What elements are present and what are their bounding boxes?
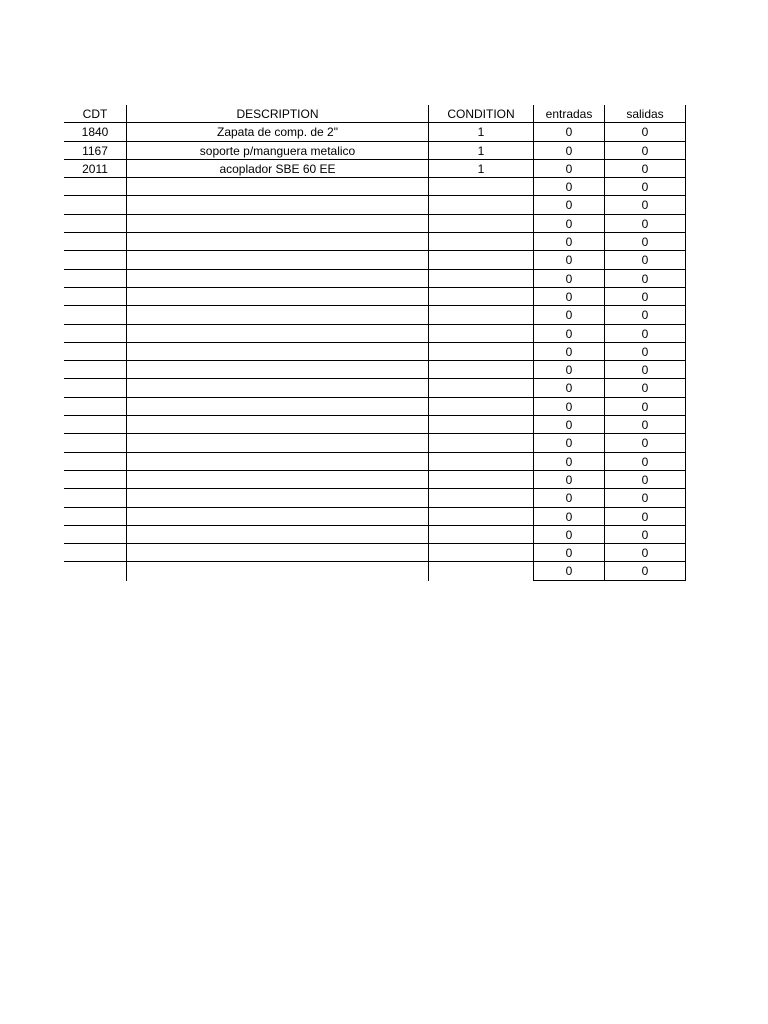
cell-cdt[interactable] [64,196,127,214]
table-row [64,123,686,141]
cell-description[interactable] [127,544,429,562]
cell-description[interactable] [127,471,429,489]
cell-entradas[interactable]: 0 [534,306,605,324]
table-row [64,453,686,471]
cell-cdt[interactable] [64,398,127,416]
cell-condition[interactable] [429,306,534,324]
cell-description[interactable] [127,562,429,580]
cell-entradas[interactable]: 0 [534,434,605,452]
cell-description[interactable] [127,398,429,416]
cell-cdt[interactable] [64,288,127,306]
cell-description[interactable] [127,215,429,233]
cell-condition[interactable] [429,178,534,196]
cell-entradas[interactable]: 0 [534,233,605,251]
cell-description[interactable] [127,288,429,306]
cell-condition[interactable] [429,562,534,580]
cell-description[interactable]: acoplador SBE 60 EE [127,160,429,178]
cell-cdt[interactable] [64,416,127,434]
cell-entradas[interactable]: 0 [534,379,605,397]
table-row [64,398,686,416]
cell-condition[interactable] [429,361,534,379]
cell-cdt[interactable] [64,471,127,489]
cell-condition[interactable] [429,325,534,343]
cell-entradas[interactable]: 0 [534,416,605,434]
cell-condition[interactable]: 1 [429,160,534,178]
header-cdt: CDT [64,105,127,123]
table-row [64,325,686,343]
cell-cdt[interactable] [64,215,127,233]
table-row [64,178,686,196]
cell-description[interactable] [127,233,429,251]
cell-cdt[interactable]: 1167 [64,142,127,160]
cell-description[interactable] [127,434,429,452]
cell-description[interactable] [127,178,429,196]
cell-entradas[interactable]: 0 [534,196,605,214]
cell-description[interactable] [127,489,429,507]
cell-cdt[interactable] [64,343,127,361]
cell-description[interactable] [127,508,429,526]
cell-description[interactable] [127,325,429,343]
cell-description[interactable] [127,361,429,379]
cell-salidas[interactable]: 0 [605,526,686,544]
table-row [64,489,686,507]
cell-condition[interactable] [429,288,534,306]
table-row [64,343,686,361]
cell-salidas[interactable]: 0 [605,489,686,507]
cell-salidas[interactable]: 0 [605,471,686,489]
header-condition: CONDITION [429,105,534,123]
cell-condition[interactable] [429,251,534,269]
table-row [64,471,686,489]
cell-entradas[interactable]: 0 [534,215,605,233]
cell-description[interactable] [127,196,429,214]
header-salidas: salidas [605,105,686,123]
cell-salidas[interactable]: 0 [605,325,686,343]
table-row [64,142,686,160]
cell-entradas[interactable]: 0 [534,508,605,526]
cell-cdt[interactable] [64,526,127,544]
cell-salidas[interactable]: 0 [605,251,686,269]
cell-salidas[interactable]: 0 [605,196,686,214]
cell-salidas[interactable]: 0 [605,434,686,452]
cell-salidas[interactable]: 0 [605,123,686,141]
cell-entradas[interactable]: 0 [534,361,605,379]
cell-description[interactable] [127,453,429,471]
cell-cdt[interactable] [64,233,127,251]
cell-cdt[interactable] [64,325,127,343]
cell-entradas[interactable]: 0 [533,562,605,580]
cell-cdt[interactable]: 1840 [64,123,127,141]
cell-condition[interactable] [429,489,534,507]
cell-entradas[interactable]: 0 [534,251,605,269]
cell-cdt[interactable] [64,508,127,526]
cell-cdt[interactable] [64,544,127,562]
cell-condition[interactable] [429,434,534,452]
table-row [64,288,686,306]
cell-entradas[interactable]: 0 [534,489,605,507]
header-entradas: entradas [534,105,605,123]
cell-salidas[interactable]: 0 [605,508,686,526]
cell-salidas[interactable]: 0 [605,343,686,361]
cell-entradas[interactable]: 0 [534,544,605,562]
cell-cdt[interactable] [64,562,127,580]
cell-entradas[interactable]: 0 [534,325,605,343]
cell-cdt[interactable] [64,306,127,324]
table-row [64,379,686,397]
cell-description[interactable] [127,251,429,269]
table-row [64,416,686,434]
cell-salidas[interactable]: 0 [605,288,686,306]
cell-cdt[interactable] [64,453,127,471]
cell-entradas[interactable]: 0 [534,123,605,141]
cell-condition[interactable] [429,379,534,397]
cell-description[interactable] [127,270,429,288]
table-row [64,215,686,233]
cell-entradas[interactable]: 0 [534,343,605,361]
cell-salidas[interactable]: 0 [605,160,686,178]
cell-salidas[interactable]: 0 [605,306,686,324]
cell-salidas[interactable]: 0 [605,398,686,416]
cell-condition[interactable] [429,508,534,526]
cell-condition[interactable]: 1 [429,142,534,160]
table-row [64,434,686,452]
cell-cdt[interactable] [64,361,127,379]
cell-condition[interactable] [429,416,534,434]
cell-condition[interactable] [429,343,534,361]
cell-entradas[interactable]: 0 [534,160,605,178]
cell-description[interactable] [127,526,429,544]
table-row [64,306,686,324]
header-description: DESCRIPTION [127,105,429,123]
cell-salidas[interactable]: 0 [605,379,686,397]
cell-salidas[interactable]: 0 [605,361,686,379]
cell-cdt[interactable] [64,270,127,288]
cell-description[interactable] [127,343,429,361]
cell-salidas[interactable]: 0 [605,562,686,580]
cell-condition[interactable] [429,233,534,251]
cell-cdt[interactable] [64,379,127,397]
cell-condition[interactable] [429,398,534,416]
cell-entradas[interactable]: 0 [534,178,605,196]
cell-description[interactable]: Zapata de comp. de 2" [127,123,429,141]
table-header-row [64,105,686,123]
cell-entradas[interactable]: 0 [534,270,605,288]
cell-entradas[interactable]: 0 [534,526,605,544]
cell-salidas[interactable]: 0 [605,142,686,160]
table-body [64,123,686,580]
cell-cdt[interactable] [64,251,127,269]
table-row [64,270,686,288]
cell-cdt[interactable] [64,178,127,196]
spreadsheet-table [64,105,686,581]
cell-cdt[interactable] [64,489,127,507]
cell-description[interactable] [127,306,429,324]
cell-salidas[interactable]: 0 [605,416,686,434]
table-row [64,196,686,214]
cell-entradas[interactable]: 0 [534,471,605,489]
cell-cdt[interactable]: 2011 [64,160,127,178]
cell-cdt[interactable] [64,434,127,452]
cell-salidas[interactable]: 0 [605,233,686,251]
cell-entradas[interactable]: 0 [534,453,605,471]
cell-condition[interactable] [429,544,534,562]
cell-salidas[interactable]: 0 [605,215,686,233]
cell-condition[interactable] [429,196,534,214]
cell-condition[interactable] [429,471,534,489]
table-row [64,361,686,379]
table-row [64,251,686,269]
cell-condition[interactable] [429,526,534,544]
table-row [64,160,686,178]
table-row [64,562,686,580]
cell-description[interactable] [127,379,429,397]
cell-condition[interactable] [429,453,534,471]
cell-condition[interactable] [429,215,534,233]
cell-entradas[interactable]: 0 [534,398,605,416]
cell-description[interactable]: soporte p/manguera metalico [127,142,429,160]
table-row [64,544,686,562]
cell-description[interactable] [127,416,429,434]
cell-condition[interactable]: 1 [429,123,534,141]
table-row [64,508,686,526]
cell-entradas[interactable]: 0 [534,142,605,160]
table-row [64,233,686,251]
cell-entradas[interactable]: 0 [534,288,605,306]
cell-salidas[interactable]: 0 [605,270,686,288]
cell-condition[interactable] [429,270,534,288]
cell-salidas[interactable]: 0 [605,178,686,196]
cell-salidas[interactable]: 0 [605,544,686,562]
cell-salidas[interactable]: 0 [605,453,686,471]
table-row [64,526,686,544]
